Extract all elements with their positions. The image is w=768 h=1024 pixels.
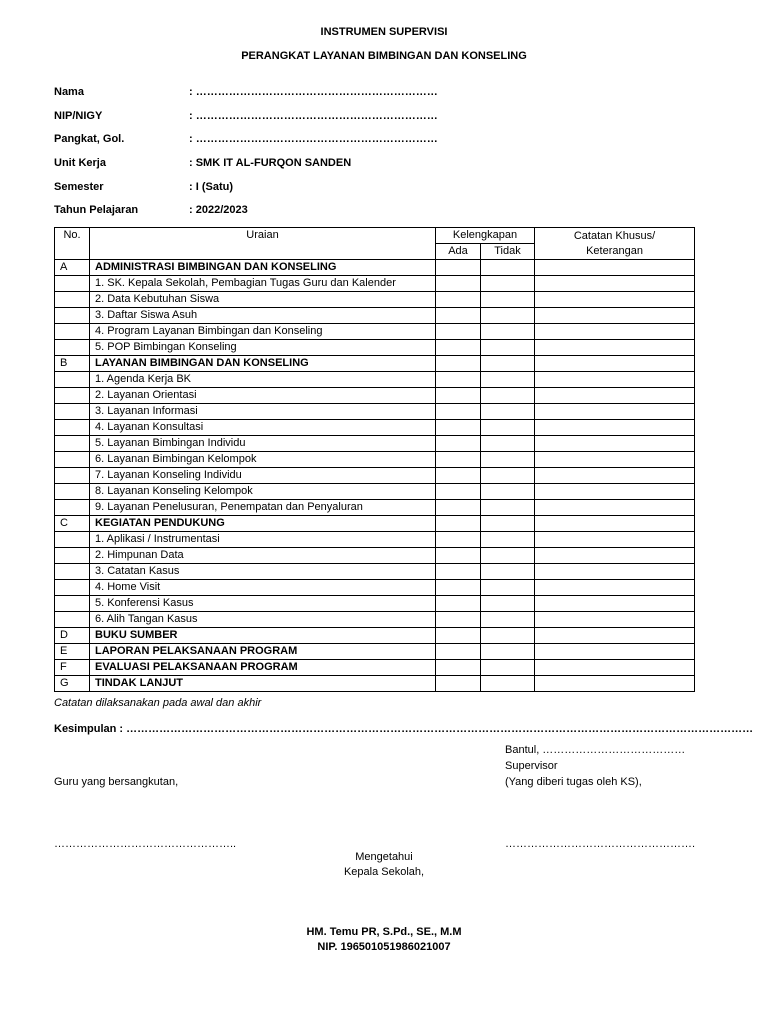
row-item-text: 1. SK. Kepala Sekolah, Pembagian Tugas Guru dan Kalender: [90, 276, 436, 292]
table-body: [55, 260, 695, 692]
row-tidak-cell: [481, 260, 535, 276]
place-date: Bantul, …………………………………: [505, 744, 686, 756]
guru-signature-line: …………………………………………..: [54, 838, 237, 850]
row-item-text: 2. Data Kebutuhan Siswa: [90, 292, 436, 308]
pangkat-label: Pangkat, Gol.: [54, 133, 125, 145]
table-row: [55, 564, 695, 580]
row-tidak-cell: [481, 500, 535, 516]
row-tidak-cell: [481, 372, 535, 388]
row-ada-cell: [436, 420, 481, 436]
table-row: [55, 276, 695, 292]
row-item-text: 2. Himpunan Data: [90, 548, 436, 564]
row-catatan-cell: [535, 644, 695, 660]
row-number: D: [55, 628, 90, 644]
row-tidak-cell: [481, 548, 535, 564]
table-row: [55, 548, 695, 564]
row-number: [55, 564, 90, 580]
row-tidak-cell: [481, 324, 535, 340]
row-item-text: 5. POP Bimbingan Konseling: [90, 340, 436, 356]
supervisor-signature-line: …………………………………………….: [505, 838, 696, 850]
kepala-sekolah-nip: NIP. 196501051986021007: [317, 941, 451, 953]
header-uraian: Uraian: [90, 228, 436, 260]
nip-label: NIP/NIGY: [54, 110, 103, 122]
row-tidak-cell: [481, 612, 535, 628]
row-number: [55, 292, 90, 308]
row-section-title: TINDAK LANJUT: [90, 676, 436, 692]
row-tidak-cell: [481, 308, 535, 324]
row-ada-cell: [436, 580, 481, 596]
row-number: [55, 404, 90, 420]
row-tidak-cell: [481, 404, 535, 420]
supervision-table: [54, 227, 695, 692]
row-number: G: [55, 676, 90, 692]
header-catatan: [535, 228, 695, 260]
header-catatan-line1: Catatan Khusus/: [573, 229, 656, 242]
table-row: [55, 452, 695, 468]
row-catatan-cell: [535, 612, 695, 628]
table-row: [55, 388, 695, 404]
semester-label: Semester: [54, 181, 104, 193]
supervisor-subtitle: (Yang diberi tugas oleh KS),: [505, 776, 642, 788]
header-catatan-line2: Keterangan: [586, 244, 643, 257]
row-ada-cell: [436, 308, 481, 324]
row-catatan-cell: [535, 420, 695, 436]
row-ada-cell: [436, 596, 481, 612]
row-section-title: ADMINISTRASI BIMBINGAN DAN KONSELING: [90, 260, 436, 276]
row-number: A: [55, 260, 90, 276]
row-ada-cell: [436, 676, 481, 692]
row-ada-cell: [436, 468, 481, 484]
table-row: [55, 612, 695, 628]
row-ada-cell: [436, 388, 481, 404]
row-catatan-cell: [535, 452, 695, 468]
row-catatan-cell: [535, 628, 695, 644]
row-number: E: [55, 644, 90, 660]
row-number: [55, 452, 90, 468]
unit-kerja-label: Unit Kerja: [54, 157, 106, 169]
row-item-text: 3. Catatan Kasus: [90, 564, 436, 580]
table-row: [55, 484, 695, 500]
row-item-text: 6. Layanan Bimbingan Kelompok: [90, 452, 436, 468]
row-tidak-cell: [481, 564, 535, 580]
row-item-text: 8. Layanan Konseling Kelompok: [90, 484, 436, 500]
row-item-text: 5. Layanan Bimbingan Individu: [90, 436, 436, 452]
row-tidak-cell: [481, 580, 535, 596]
row-catatan-cell: [535, 548, 695, 564]
row-catatan-cell: [535, 356, 695, 372]
table-row: [55, 324, 695, 340]
row-tidak-cell: [481, 596, 535, 612]
row-number: [55, 596, 90, 612]
row-item-text: 9. Layanan Penelusuran, Penempatan dan Penyaluran: [90, 500, 436, 516]
row-number: [55, 500, 90, 516]
row-item-text: 2. Layanan Orientasi: [90, 388, 436, 404]
row-catatan-cell: [535, 532, 695, 548]
row-tidak-cell: [481, 628, 535, 644]
row-item-text: 5. Konferensi Kasus: [90, 596, 436, 612]
row-number: B: [55, 356, 90, 372]
table-row: [55, 596, 695, 612]
row-item-text: 7. Layanan Konseling Individu: [90, 468, 436, 484]
row-number: [55, 420, 90, 436]
row-tidak-cell: [481, 532, 535, 548]
row-number: [55, 340, 90, 356]
row-catatan-cell: [535, 372, 695, 388]
row-ada-cell: [436, 292, 481, 308]
row-item-text: 6. Alih Tangan Kasus: [90, 612, 436, 628]
row-ada-cell: [436, 276, 481, 292]
row-item-text: 3. Layanan Informasi: [90, 404, 436, 420]
table-row: [55, 532, 695, 548]
guru-label: Guru yang bersangkutan,: [54, 776, 179, 788]
row-tidak-cell: [481, 276, 535, 292]
row-number: [55, 580, 90, 596]
row-ada-cell: [436, 404, 481, 420]
table-row: [55, 500, 695, 516]
row-number: [55, 484, 90, 500]
row-catatan-cell: [535, 276, 695, 292]
row-number: [55, 276, 90, 292]
row-number: [55, 468, 90, 484]
row-ada-cell: [436, 628, 481, 644]
row-item-text: 1. Agenda Kerja BK: [90, 372, 436, 388]
row-catatan-cell: [535, 596, 695, 612]
row-catatan-cell: [535, 484, 695, 500]
row-catatan-cell: [535, 260, 695, 276]
table-row: [55, 580, 695, 596]
row-tidak-cell: [481, 660, 535, 676]
row-item-text: 4. Layanan Konsultasi: [90, 420, 436, 436]
row-tidak-cell: [481, 644, 535, 660]
nama-label: Nama: [54, 86, 84, 98]
row-ada-cell: [436, 356, 481, 372]
row-tidak-cell: [481, 420, 535, 436]
row-tidak-cell: [481, 436, 535, 452]
row-tidak-cell: [481, 356, 535, 372]
table-row: [55, 660, 695, 676]
row-catatan-cell: [535, 580, 695, 596]
semester-value: : I (Satu): [189, 181, 233, 193]
row-ada-cell: [436, 548, 481, 564]
supervisor-title: Supervisor: [505, 760, 558, 772]
row-ada-cell: [436, 660, 481, 676]
kepala-sekolah-title: Kepala Sekolah,: [343, 866, 425, 878]
header-tidak: Tidak: [481, 244, 535, 260]
row-ada-cell: [436, 372, 481, 388]
row-catatan-cell: [535, 468, 695, 484]
table-row: [55, 676, 695, 692]
row-number: [55, 612, 90, 628]
row-catatan-cell: [535, 660, 695, 676]
table-row: [55, 516, 695, 532]
row-number: [55, 532, 90, 548]
row-ada-cell: [436, 612, 481, 628]
document-subtitle: PERANGKAT LAYANAN BIMBINGAN DAN KONSELING: [241, 50, 527, 62]
row-ada-cell: [436, 500, 481, 516]
row-ada-cell: [436, 644, 481, 660]
row-section-title: LAPORAN PELAKSANAAN PROGRAM: [90, 644, 436, 660]
table-row: [55, 308, 695, 324]
row-number: [55, 308, 90, 324]
table-note: Catatan dilaksanakan pada awal dan akhir: [54, 697, 262, 709]
row-catatan-cell: [535, 404, 695, 420]
row-catatan-cell: [535, 324, 695, 340]
table-row: [55, 420, 695, 436]
row-catatan-cell: [535, 564, 695, 580]
header-ada: Ada: [436, 244, 481, 260]
row-ada-cell: [436, 516, 481, 532]
row-catatan-cell: [535, 436, 695, 452]
row-catatan-cell: [535, 676, 695, 692]
row-item-text: 1. Aplikasi / Instrumentasi: [90, 532, 436, 548]
row-item-text: 4. Program Layanan Bimbingan dan Konseling: [90, 324, 436, 340]
row-ada-cell: [436, 324, 481, 340]
row-ada-cell: [436, 564, 481, 580]
mengetahui-label: Mengetahui: [355, 851, 413, 863]
tahun-pelajaran-value: : 2022/2023: [189, 204, 248, 216]
table-row: [55, 260, 695, 276]
row-catatan-cell: [535, 388, 695, 404]
row-number: [55, 436, 90, 452]
header-kelengkapan: Kelengkapan: [436, 228, 535, 244]
row-section-title: EVALUASI PELAKSANAAN PROGRAM: [90, 660, 436, 676]
row-tidak-cell: [481, 292, 535, 308]
table-row: [55, 356, 695, 372]
row-section-title: BUKU SUMBER: [90, 628, 436, 644]
row-tidak-cell: [481, 468, 535, 484]
tahun-pelajaran-label: Tahun Pelajaran: [54, 204, 139, 216]
row-item-text: 3. Daftar Siswa Asuh: [90, 308, 436, 324]
row-number: [55, 388, 90, 404]
table-row: [55, 468, 695, 484]
nip-value: : …………………………………………………………: [189, 110, 438, 122]
table-row: [55, 628, 695, 644]
row-tidak-cell: [481, 388, 535, 404]
row-section-title: KEGIATAN PENDUKUNG: [90, 516, 436, 532]
nama-value: : …………………………………………………………: [189, 86, 438, 98]
row-number: [55, 324, 90, 340]
row-ada-cell: [436, 340, 481, 356]
row-tidak-cell: [481, 452, 535, 468]
pangkat-value: : …………………………………………………………: [189, 133, 438, 145]
row-number: C: [55, 516, 90, 532]
table-row: [55, 436, 695, 452]
row-catatan-cell: [535, 516, 695, 532]
row-catatan-cell: [535, 340, 695, 356]
kepala-sekolah-name: HM. Temu PR, S.Pd., SE., M.M: [306, 926, 462, 938]
row-ada-cell: [436, 532, 481, 548]
table-row: [55, 404, 695, 420]
row-tidak-cell: [481, 340, 535, 356]
row-catatan-cell: [535, 292, 695, 308]
document-title: INSTRUMEN SUPERVISI: [320, 26, 448, 38]
row-number: [55, 548, 90, 564]
row-number: [55, 372, 90, 388]
kesimpulan-line: Kesimpulan : ………………………………………………………………………………………………………………………………………………………: [54, 723, 754, 735]
table-row: [55, 644, 695, 660]
header-no: No.: [55, 228, 90, 260]
row-number: F: [55, 660, 90, 676]
table-row: [55, 372, 695, 388]
table-row: [55, 340, 695, 356]
row-tidak-cell: [481, 516, 535, 532]
row-ada-cell: [436, 452, 481, 468]
row-ada-cell: [436, 436, 481, 452]
table-row: [55, 292, 695, 308]
row-catatan-cell: [535, 308, 695, 324]
row-ada-cell: [436, 484, 481, 500]
row-section-title: LAYANAN BIMBINGAN DAN KONSELING: [90, 356, 436, 372]
row-tidak-cell: [481, 484, 535, 500]
row-catatan-cell: [535, 500, 695, 516]
row-tidak-cell: [481, 676, 535, 692]
row-item-text: 4. Home Visit: [90, 580, 436, 596]
unit-kerja-value: : SMK IT AL-FURQON SANDEN: [189, 157, 352, 169]
row-ada-cell: [436, 260, 481, 276]
